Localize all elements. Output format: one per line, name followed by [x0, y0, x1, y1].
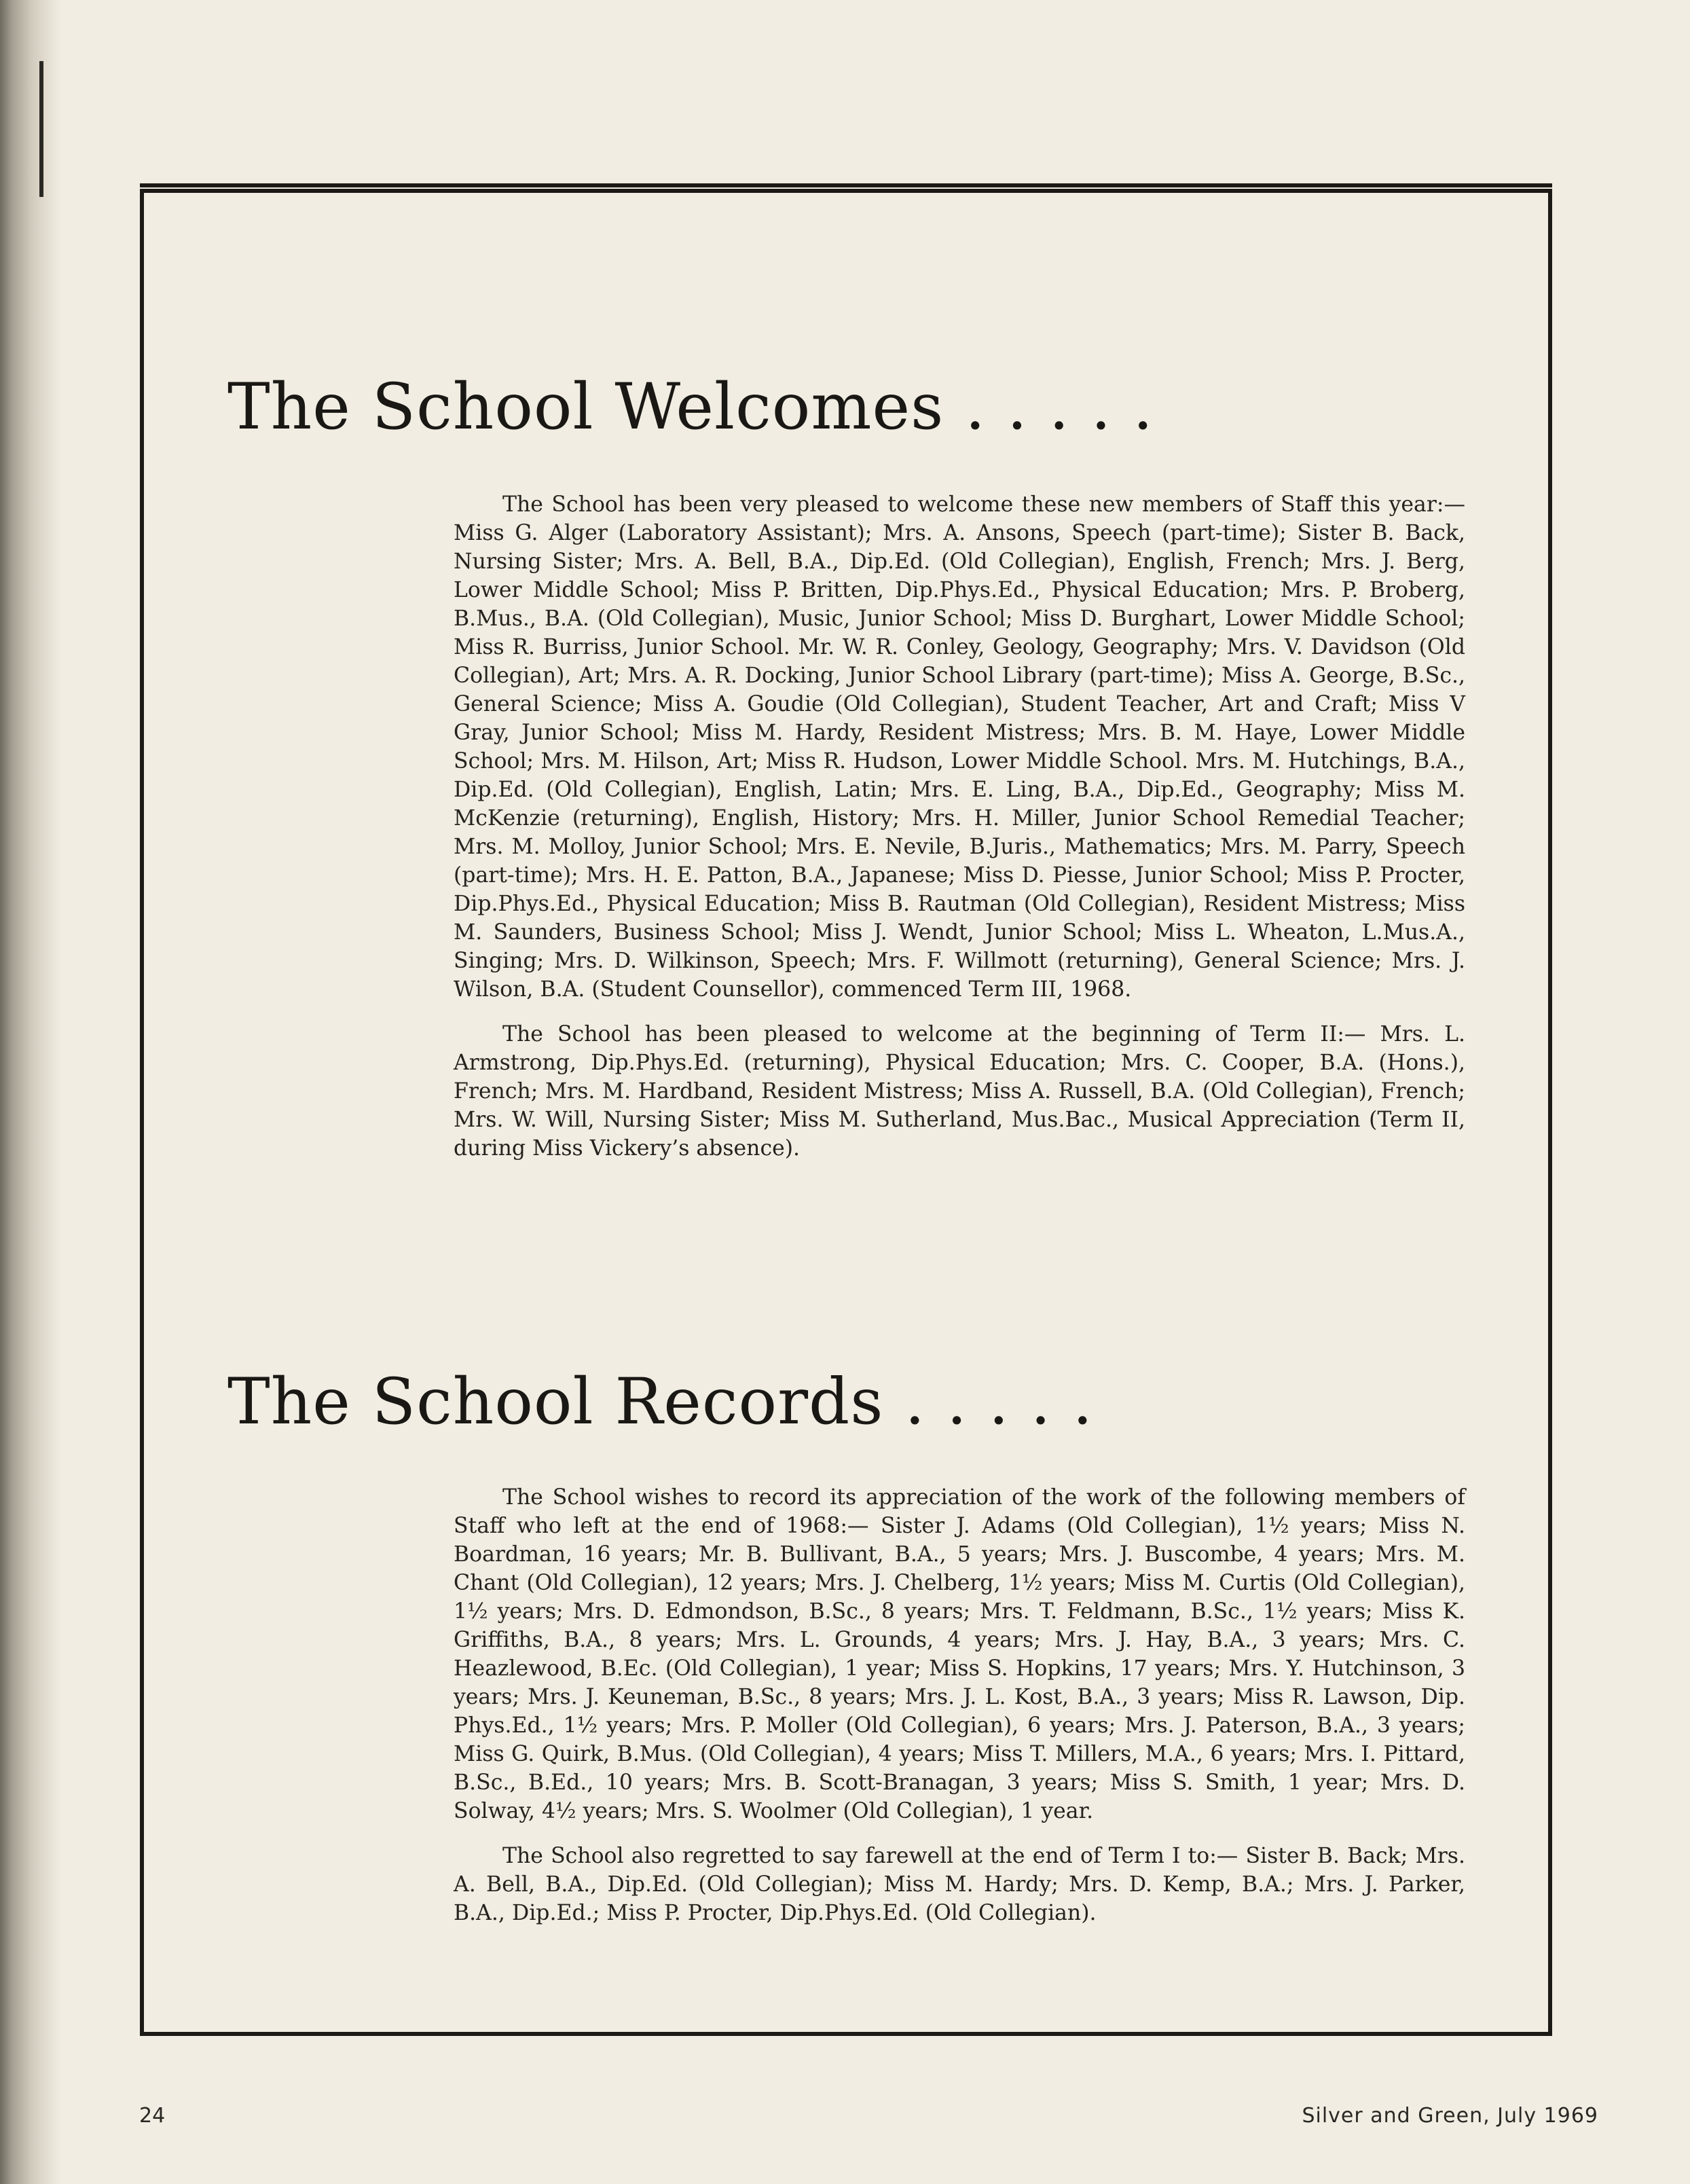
records-paragraph-2: The School also regretted to say farewell at the end of Term I to:— Sister B. Back; Mrs. A. Bell, B.A., Dip.Ed. (Old Collegian); Miss M. Hardy; Mrs. D. Kemp, B.A.; Mrs. J. Parker, B.A., Dip.Ed.; Miss P. Procter, Dip.Phys.Ed. (Old Collegian). [454, 1844, 1465, 1925]
welcomes-body [454, 490, 1465, 1163]
page-binding-shadow [0, 0, 61, 2184]
records-body [454, 1483, 1465, 1927]
welcomes-paragraph-1: The School has been very pleased to welcome these new members of Staff this year:— Miss G. Alger (Laboratory Assistant); Mrs. A. Ansons, Speech (part-time); Sister B. Back, Nursing Sister; Mrs. A. Bell, B.A., Dip.Ed. (Old Collegian), English, French; Mrs. J. Berg, Lower Middle School; Miss P. Britten, Dip.Phys.Ed., Physical Education; Mrs. P. Broberg, B.Mus., B.A. (Old Collegian), Music, Junior School; Miss D. Burghart, Lower Middle School; Miss R. Burriss, Junior School. Mr. W. R. Conley, Geology, Geography; Mrs. V. Davidson (Old Collegian), Art; Mrs. A. R. Docking, Junior School Library (part-time); Miss A. George, B.Sc., General Science; Miss A. Goudie (Old Collegian), Student Teacher, Art and Craft; Miss V Gray, Junior School; Miss M. Hardy, Resident Mistress; Mrs. B. M. Haye, Lower Middle School; Mrs. M. Hilson, Art; Miss R. Hudson, Lower Middle School. Mrs. M. Hutchings, B.A., Dip.Ed. (Old Collegian), English, Latin; Mrs. E. Ling, B.A., Dip.Ed., Geography; Miss M. McKenzie (returning), English, History; Mrs. H. Miller, Junior School Remedial Teacher; Mrs. M. Molloy, Junior School; Mrs. E. Nevile, B.Juris., Mathematics; Mrs. M. Parry, Speech (part-time); Mrs. H. E. Patton, B.A., Japanese; Miss D. Piesse, Junior School; Miss P. Procter, Dip.Phys.Ed., Physical Education; Miss B. Rautman (Old Collegian), Resident Mistress; Miss M. Saunders, Business School; Miss J. Wendt, Junior School; Miss L. Wheaton, L.Mus.A., Singing; Mrs. D. Wilkinson, Speech; Mrs. F. Willmott (returning), General Science; Mrs. J. Wilson, B.A. (Student Counsellor), commenced Term III, 1968. [454, 492, 1465, 1002]
publication-footer: Silver and Green, July 1969 [1302, 2104, 1598, 2128]
binding-mark [39, 61, 43, 197]
records-paragraph-1: The School wishes to record its appreciation of the work of the following members of Staff who left at the end of 1968:— Sister J. Adams (Old Collegian), 1½ years; Miss N. Boardman, 16 years; Mr. B. Bullivant, B.A., 5 years; Mrs. J. Buscombe, 4 years; Mrs. M. Chant (Old Collegian), 12 years; Mrs. J. Chelberg, 1½ years; Miss M. Curtis (Old Collegian), 1½ years; Mrs. D. Edmondson, B.Sc., 8 years; Mrs. T. Feldmann, B.Sc., 1½ years; Miss K. Griffiths, B.A., 8 years; Mrs. L. Grounds, 4 years; Mrs. J. Hay, B.A., 3 years; Mrs. C. Heazlewood, B.Ec. (Old Collegian), 1 year; Miss S. Hopkins, 17 years; Mrs. Y. Hutchinson, 3 years; Mrs. J. Keuneman, B.Sc., 8 years; Mrs. J. L. Kost, B.A., 3 years; Miss R. Lawson, Dip. Phys.Ed., 1½ years; Mrs. P. Moller (Old Collegian), 6 years; Mrs. J. Paterson, B.A., 3 years; Miss G. Quirk, B.Mus. (Old Collegian), 4 years; Miss T. Millers, M.A., 6 years; Mrs. I. Pittard, B.Sc., B.Ed., 10 years; Mrs. B. Scott-Branagan, 3 years; Miss S. Smith, 1 year; Mrs. D. Solway, 4½ years; Mrs. S. Woolmer (Old Collegian), 1 year. [454, 1485, 1465, 1823]
welcomes-paragraph-2: The School has been pleased to welcome at the beginning of Term II:— Mrs. L. Armstrong, Dip.Phys.Ed. (returning), Physical Education; Mrs. C. Cooper, B.A. (Hons.), French; Mrs. M. Hardband, Resident Mistress; Miss A. Russell, B.A. (Old Collegian), French; Mrs. W. Will, Nursing Sister; Miss M. Sutherland, Mus.Bac., Musical Appreciation (Term II, during Miss Vickery’s absence). [454, 1022, 1465, 1161]
welcomes-heading: The School Welcomes . . . . . [227, 370, 1154, 444]
page-number: 24 [139, 2104, 166, 2128]
records-heading: The School Records . . . . . [227, 1365, 1094, 1439]
frame-top-rule [140, 183, 1552, 187]
